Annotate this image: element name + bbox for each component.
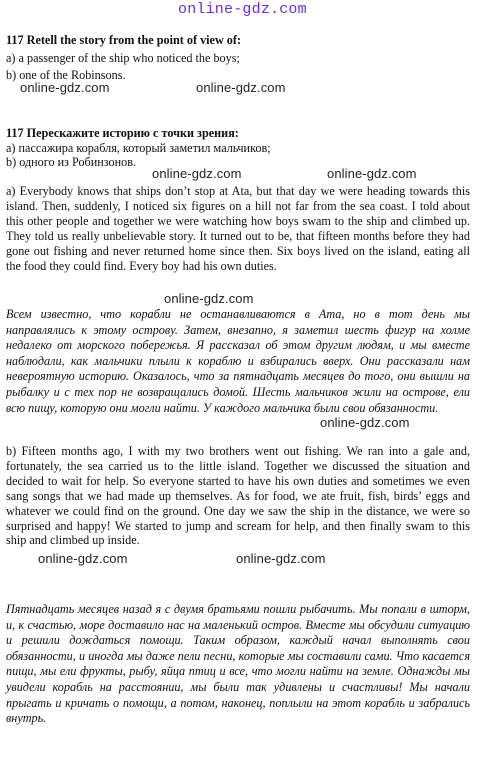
answer-a-en: a) Everybody knows that ships don’t stop at Ata, but that day we were heading towards this island. Then, suddenly, I noticed six figures on a hill not far from the sea coast. I told about this other people and together we were watching how boys swam to the ship and climbed up. They told us really unbelievable story. It turned out to be, that fifteen months before they had gone out fishing and never returned home since then. Six boys lived on the island, eating all the food they could find. Every boy had his own duties. (6, 184, 470, 273)
watermark: online-gdz.com (20, 80, 110, 95)
exercise-heading-ru: 117 Перескажите историю с точки зрения: (6, 126, 239, 140)
exercise-option-a-en: a) a passenger of the ship who noticed the boys; (6, 50, 240, 65)
exercise-option-b-ru: b) одного из Робинзонов. (6, 155, 137, 170)
watermark: online-gdz.com (38, 551, 128, 566)
exercise-heading-en: 117 Retell the story from the point of view of: (6, 33, 242, 47)
watermark-top: online-gdz.com (178, 1, 307, 18)
exercise-en (6, 33, 472, 83)
watermark: online-gdz.com (327, 166, 417, 181)
watermark: online-gdz.com (320, 415, 410, 430)
answer-b-ru: Пятнадцать месяцев назад я с двумя братьями пошли рыбачить. Мы попали в шторм, и, к счастью, море доставило нас на маленький остров. Вместе мы обсудили ситуацию и решили дождаться помощи. Таким образом, каждый начал выполнять свои обязанности, и иногда мы даже пели песни, которые мы составили сами. Что касается пищи, мы ели фрукты, рыбу, яйца птиц и все, что могли найти на земле. Однажды мы увидели корабль на расстоянии, мы были так удивлены и счастливы! Мы начали прыгать и кричать о помощи, а потом, наконец, поплыли на этот корабль и забрались внутрь. (6, 602, 470, 726)
answer-b-en: b) Fifteen months ago, I with my two brothers went out fishing. We ran into a gale and, fortunately, the sea carried us to the little island. Together we discussed the situation and decided to wait for help. So everyone started to have his own duties and sometimes we even sang songs that we had made up themselves. As for food, we ate fruit, fish, birds’ eggs and whatever we could find on the ground. One day we saw the ship in the distance, we were so surprised and happy! We started to jump and scream for help, and then finally swam to this ship and climbed up inside. (6, 444, 470, 548)
watermark: online-gdz.com (196, 80, 286, 95)
watermark: online-gdz.com (152, 166, 242, 181)
watermark: online-gdz.com (236, 551, 326, 566)
watermark: online-gdz.com (164, 291, 254, 306)
exercise-ru (6, 126, 472, 170)
exercise-option-b-en: b) one of the Robinsons. (6, 68, 126, 83)
exercise-option-a-ru: а) пассажира корабля, который заметил мальчиков; (6, 140, 271, 155)
answer-a-ru: Всем известно, что корабли не останавливаются в Ата, но в тот день мы направлялись к этому острову. Затем, внезапно, я заметил шесть фигур на холме недалеко от морского побережья. Я рассказал об этом другим людям, и мы вместе наблюдали, как мальчики плыли к кораблю и взбирались вверх. Они рассказали нам невероятную историю. Оказалось, что за пятнадцать месяцев до того, они вышли на рыбалку и с тех пор не возвращались домой. Шесть мальчиков жили на острове, ели всю пищу, которую они могли найти. У каждого мальчика были свои обязанности. (6, 307, 470, 415)
